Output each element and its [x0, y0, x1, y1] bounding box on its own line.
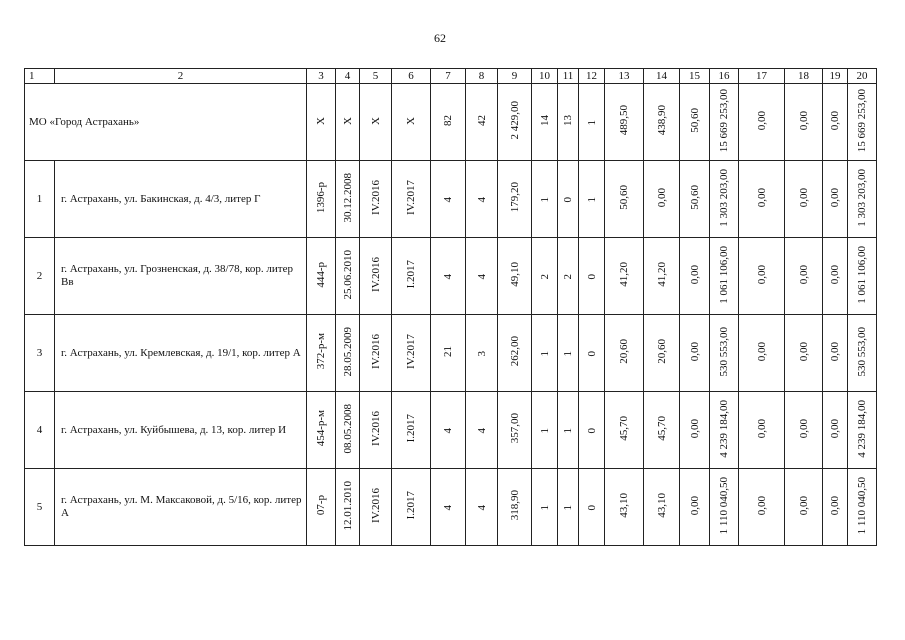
row-cell	[848, 315, 877, 392]
cell-value: IV.2017	[405, 180, 417, 215]
cell-value: 0,00	[829, 110, 841, 131]
cell-value: 1	[562, 427, 574, 433]
mo-cell	[710, 84, 739, 161]
cell-value: 1	[562, 350, 574, 356]
cell-value: 4	[442, 196, 454, 202]
cell-value: I.2017	[405, 491, 417, 520]
cell-value: 1 110 040,50	[718, 476, 730, 535]
cell-value: 0,00	[829, 495, 841, 516]
cell-value: 49,10	[508, 262, 521, 287]
column-header: 14	[644, 69, 680, 84]
mo-cell	[785, 84, 823, 161]
cell-value: 0	[585, 273, 598, 279]
table-row	[25, 161, 877, 238]
row-cell	[823, 315, 848, 392]
mo-cell	[823, 84, 848, 161]
column-header: 1	[25, 69, 55, 84]
cell-value: 0,00	[755, 110, 768, 131]
cell-value: 28.05.2009	[341, 326, 354, 377]
cell-value: 0,00	[755, 264, 768, 285]
cell-value: Х	[315, 117, 327, 125]
row-cell	[392, 469, 431, 546]
cell-value: 43,10	[618, 493, 630, 518]
cell-value: 2	[538, 273, 551, 279]
cell-value: 42	[475, 115, 488, 126]
cell-value: 1 303 203,00	[718, 168, 730, 227]
cell-value: 0,00	[797, 495, 810, 516]
row-cell	[307, 392, 336, 469]
cell-value: 25.06.2010	[341, 249, 354, 300]
cell-value: 50,60	[688, 108, 701, 133]
row-cell	[336, 392, 360, 469]
row-cell	[336, 469, 360, 546]
row-cell	[680, 469, 710, 546]
cell-value: 15 669 253,00	[718, 88, 730, 153]
row-cell	[644, 392, 680, 469]
cell-value: 1	[538, 350, 551, 356]
row-cell	[710, 161, 739, 238]
cell-value: 0	[585, 350, 598, 356]
cell-value: 4 239 184,00	[856, 399, 868, 458]
mo-cell	[466, 84, 498, 161]
cell-value: 0,00	[688, 418, 701, 439]
row-cell	[431, 469, 466, 546]
cell-value: 41,20	[655, 262, 668, 287]
mo-cell	[360, 84, 392, 161]
cell-value: 0	[585, 504, 598, 510]
cell-value: 41,20	[618, 262, 630, 287]
row-cell	[644, 238, 680, 315]
column-header: 3	[307, 69, 336, 84]
row-cell	[785, 238, 823, 315]
cell-value: 0,00	[755, 341, 768, 362]
cell-value: IV.2016	[369, 334, 382, 369]
row-cell	[498, 469, 532, 546]
cell-value: 1 061 106,00	[856, 245, 868, 304]
row-address: г. Астрахань, ул. Куйбышева, д. 13, кор. литер И	[55, 392, 307, 469]
page-number: 62	[434, 31, 446, 45]
row-cell	[605, 161, 644, 238]
row-cell	[680, 161, 710, 238]
row-cell	[360, 392, 392, 469]
cell-value: 1	[585, 119, 598, 125]
cell-value: 50,60	[618, 185, 630, 210]
row-cell	[710, 238, 739, 315]
row-number: 1	[25, 161, 55, 238]
row-cell	[848, 392, 877, 469]
mo-cell	[307, 84, 336, 161]
cell-value: 2	[562, 273, 574, 279]
cell-value: 0,00	[755, 495, 768, 516]
column-header: 19	[823, 69, 848, 84]
cell-value: 1	[538, 196, 551, 202]
cell-value: 2 429,00	[508, 101, 521, 140]
cell-value: 179,20	[508, 182, 521, 213]
mo-summary-row	[25, 84, 877, 161]
row-cell	[579, 238, 605, 315]
mo-cell	[680, 84, 710, 161]
row-number: 3	[25, 315, 55, 392]
cell-value: 4	[475, 196, 488, 202]
table-body	[25, 69, 877, 546]
cell-value: 1396-р	[315, 181, 327, 214]
column-header: 5	[360, 69, 392, 84]
row-cell	[466, 238, 498, 315]
row-cell	[532, 315, 558, 392]
cell-value: 0,00	[655, 187, 668, 208]
cell-value: IV.2016	[369, 488, 382, 523]
cell-value: 50,60	[688, 185, 701, 210]
cell-value: 12.01.2010	[341, 480, 354, 531]
cell-value: 0,00	[797, 341, 810, 362]
cell-value: 13	[562, 115, 574, 126]
row-cell	[739, 392, 785, 469]
cell-value: 262,00	[508, 336, 521, 367]
cell-value: 0,00	[829, 187, 841, 208]
row-cell	[392, 238, 431, 315]
cell-value: 1	[538, 504, 551, 510]
row-cell	[739, 469, 785, 546]
cell-value: Х	[341, 117, 354, 125]
row-cell	[605, 392, 644, 469]
row-cell	[644, 161, 680, 238]
row-cell	[392, 392, 431, 469]
cell-value: I.2017	[405, 260, 417, 289]
cell-value: 20,60	[618, 339, 630, 364]
column-header: 8	[466, 69, 498, 84]
row-cell	[823, 469, 848, 546]
row-cell	[579, 161, 605, 238]
mo-cell	[848, 84, 877, 161]
cell-value: 0	[562, 196, 574, 202]
row-cell	[307, 469, 336, 546]
cell-value: 0,00	[688, 341, 701, 362]
row-cell	[680, 238, 710, 315]
row-cell	[431, 315, 466, 392]
row-cell	[848, 469, 877, 546]
cell-value: 0,00	[797, 187, 810, 208]
cell-value: 489,50	[618, 105, 630, 136]
row-cell	[605, 238, 644, 315]
row-cell	[392, 315, 431, 392]
cell-value: 444-р	[315, 261, 327, 288]
cell-value: 20,60	[655, 339, 668, 364]
row-cell	[336, 161, 360, 238]
column-header: 18	[785, 69, 823, 84]
row-cell	[739, 238, 785, 315]
row-cell	[360, 238, 392, 315]
cell-value: 530 553,00	[718, 326, 730, 377]
header-row	[25, 69, 877, 84]
mo-cell	[558, 84, 579, 161]
table-row	[25, 238, 877, 315]
row-cell	[848, 161, 877, 238]
row-cell	[680, 315, 710, 392]
cell-value: IV.2017	[405, 334, 417, 369]
row-cell	[498, 392, 532, 469]
cell-value: 0,00	[755, 187, 768, 208]
row-cell	[710, 469, 739, 546]
row-address: г. Астрахань, ул. Грозненская, д. 38/78, кор. литер Вв	[55, 238, 307, 315]
row-cell	[392, 161, 431, 238]
row-cell	[823, 238, 848, 315]
mo-cell	[392, 84, 431, 161]
cell-value: 1 303 203,00	[856, 168, 868, 227]
cell-value: 4	[442, 273, 454, 279]
cell-value: 530 553,00	[856, 326, 868, 377]
row-cell	[558, 315, 579, 392]
row-cell	[710, 392, 739, 469]
row-cell	[307, 161, 336, 238]
row-cell	[498, 315, 532, 392]
row-cell	[466, 392, 498, 469]
cell-value: 45,70	[618, 416, 630, 441]
row-cell	[558, 238, 579, 315]
column-header: 6	[392, 69, 431, 84]
cell-value: 4	[475, 273, 488, 279]
cell-value: 1	[538, 427, 551, 433]
row-cell	[739, 315, 785, 392]
row-cell	[360, 469, 392, 546]
cell-value: 30.12.2008	[341, 172, 354, 223]
cell-value: 15 669 253,00	[856, 88, 868, 153]
cell-value: 1	[585, 196, 598, 202]
mo-cell	[532, 84, 558, 161]
row-cell	[605, 315, 644, 392]
cell-value: 0,00	[829, 341, 841, 362]
column-header: 16	[710, 69, 739, 84]
column-header: 10	[532, 69, 558, 84]
row-cell	[785, 392, 823, 469]
cell-value: 0,00	[797, 264, 810, 285]
mo-cell	[644, 84, 680, 161]
cell-value: 43,10	[655, 493, 668, 518]
cell-value: I.2017	[405, 414, 417, 443]
cell-value: 454-р-м	[315, 410, 327, 447]
data-table	[24, 68, 877, 546]
row-number: 4	[25, 392, 55, 469]
row-cell	[532, 392, 558, 469]
row-cell	[431, 238, 466, 315]
cell-value: 0,00	[688, 495, 701, 516]
row-address: г. Астрахань, ул. Кремлевская, д. 19/1, кор. литер А	[55, 315, 307, 392]
row-cell	[558, 161, 579, 238]
row-cell	[823, 161, 848, 238]
cell-value: 14	[538, 115, 551, 126]
column-header: 4	[336, 69, 360, 84]
row-cell	[710, 315, 739, 392]
cell-value: 45,70	[655, 416, 668, 441]
row-cell	[532, 469, 558, 546]
cell-value: IV.2016	[369, 180, 382, 215]
row-cell	[466, 161, 498, 238]
column-header: 7	[431, 69, 466, 84]
row-cell	[336, 315, 360, 392]
row-cell	[498, 161, 532, 238]
row-cell	[579, 469, 605, 546]
cell-value: Х	[405, 117, 417, 125]
cell-value: 0,00	[755, 418, 768, 439]
cell-value: 4	[475, 427, 488, 433]
table-row	[25, 469, 877, 546]
row-cell	[360, 315, 392, 392]
cell-value: 0	[585, 427, 598, 433]
cell-value: 1 061 106,00	[718, 245, 730, 304]
mo-cell	[579, 84, 605, 161]
row-address: г. Астрахань, ул. Бакинская, д. 4/3, литер Г	[55, 161, 307, 238]
cell-value: 0,00	[797, 110, 810, 131]
row-cell	[360, 161, 392, 238]
cell-value: 0,00	[829, 418, 841, 439]
cell-value: 4 239 184,00	[718, 399, 730, 458]
mo-cell	[498, 84, 532, 161]
row-cell	[823, 392, 848, 469]
column-header: 2	[55, 69, 307, 84]
cell-value: 372-р-м	[315, 333, 327, 370]
row-cell	[644, 315, 680, 392]
cell-value: 82	[442, 115, 454, 126]
column-header: 13	[605, 69, 644, 84]
cell-value: 0,00	[688, 264, 701, 285]
cell-value: 3	[475, 350, 488, 356]
row-cell	[558, 469, 579, 546]
cell-value: 07-р	[315, 495, 327, 516]
column-header: 12	[579, 69, 605, 84]
row-cell	[336, 238, 360, 315]
row-number: 5	[25, 469, 55, 546]
mo-cell	[739, 84, 785, 161]
table-row	[25, 315, 877, 392]
cell-value: 1	[562, 504, 574, 510]
row-cell	[644, 469, 680, 546]
row-cell	[680, 392, 710, 469]
row-cell	[848, 238, 877, 315]
cell-value: 08.05.2008	[341, 403, 354, 454]
cell-value: IV.2016	[369, 411, 382, 446]
row-cell	[579, 392, 605, 469]
row-cell	[785, 469, 823, 546]
row-cell	[466, 315, 498, 392]
column-header: 17	[739, 69, 785, 84]
cell-value: Х	[369, 117, 382, 125]
mo-cell	[336, 84, 360, 161]
row-cell	[431, 392, 466, 469]
row-cell	[307, 315, 336, 392]
row-cell	[558, 392, 579, 469]
column-header: 11	[558, 69, 579, 84]
cell-value: 4	[442, 427, 454, 433]
row-cell	[579, 315, 605, 392]
mo-cell	[431, 84, 466, 161]
cell-value: 1 110 040,50	[856, 476, 868, 535]
row-address: г. Астрахань, ул. М. Максаковой, д. 5/16, кор. литер А	[55, 469, 307, 546]
cell-value: 4	[442, 504, 454, 510]
cell-value: 438,90	[655, 105, 668, 136]
row-number: 2	[25, 238, 55, 315]
row-cell	[431, 161, 466, 238]
column-header: 15	[680, 69, 710, 84]
cell-value: IV.2016	[369, 257, 382, 292]
cell-value: 318,90	[508, 490, 521, 521]
table-row	[25, 392, 877, 469]
row-cell	[307, 238, 336, 315]
row-cell	[605, 469, 644, 546]
cell-value: 0,00	[829, 264, 841, 285]
row-cell	[739, 161, 785, 238]
row-cell	[532, 238, 558, 315]
mo-name: МО «Город Астрахань»	[25, 84, 307, 161]
cell-value: 357,00	[508, 413, 521, 444]
row-cell	[532, 161, 558, 238]
row-cell	[498, 238, 532, 315]
cell-value: 0,00	[797, 418, 810, 439]
column-header: 9	[498, 69, 532, 84]
cell-value: 21	[442, 346, 454, 357]
mo-cell	[605, 84, 644, 161]
cell-value: 4	[475, 504, 488, 510]
column-header: 20	[848, 69, 877, 84]
row-cell	[466, 469, 498, 546]
row-cell	[785, 315, 823, 392]
row-cell	[785, 161, 823, 238]
